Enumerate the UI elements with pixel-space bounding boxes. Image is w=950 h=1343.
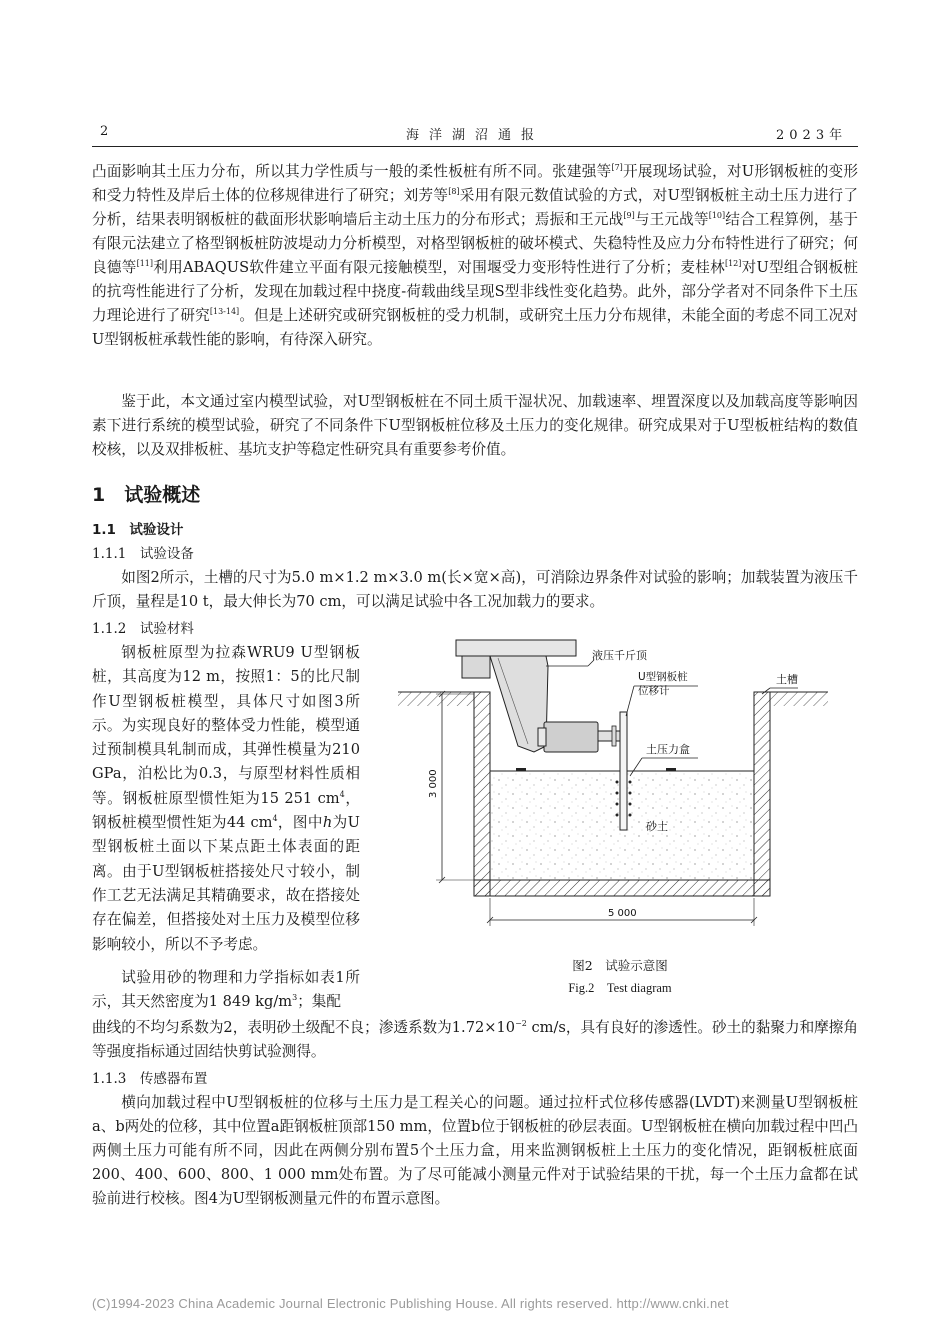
sensor-paragraph: 横向加载过程中U型钢板桩的位移与土压力是工程关心的问题。通过拉杆式位移传感器(LVDT)来测量U型钢板桩a、b两处的位移，其中位置a距钢板桩顶部150 mm，位置b位于钢板桩的砂层表面。U型钢板桩在横向加载过程中凹凸两侧土压力可能有所不同，因此在两侧分别布置5个土压力盒，用来监测钢板桩上土压力的变化情况，距钢板桩底面200、400、600、800、1 000 mm处布置。为了尽可能减小测量元件对于试验结果的干扰，每一个土压力盒都在试验前进行校核。图4为U型钢板测量元件的布置示意图。: [92, 1094, 858, 1207]
ground-right: [770, 692, 828, 706]
hydraulic-jack-body: [544, 722, 598, 752]
trough-left-wall: [474, 692, 490, 896]
u-steel-pile: [620, 712, 627, 830]
material-paragraph: 钢板桩原型为拉森WRU9 U型钢板桩，其高度为12 m，按照1：5的比尺制作U型钢板桩模型，具体尺寸如图3所示。为实现良好的整体受力性能，模型通过预制模具轧制而成，其弹性模量为210 GPa，泊松比为0.3，与原型材料性质相等。钢板桩原型惯性矩为15 251 $cm^4$，钢板桩模型惯性矩为44 $cm^4$，图中h为U型钢板桩土面以下某点距土体表面的距离。由于U型钢板桩搭接处尺寸较小，制作工艺无法满足其精确要求，故在搭接处存在偏差，但搭接处对土压力及模型位移影响较小，所以不予考虑。: [92, 644, 360, 953]
citation[interactable]: [13-14]: [209, 307, 240, 316]
trough-floor: [474, 880, 770, 896]
sand-paragraph-cont: 曲线的不均匀系数为2，表明砂土级配不良；渗透系数为$1.72\times 10^{-2}$ cm/s，具有良好的渗透性。砂土的黏聚力和摩擦角等强度指标通过固结快剪试验测得。: [92, 1019, 858, 1060]
section-1-1-heading: 1.1 试验设计: [92, 522, 184, 538]
section-1-heading: 1 试验概述: [92, 484, 201, 506]
jack-piston: [598, 731, 620, 741]
sand-paragraph-start: 试验用砂的物理和力学指标如表1所示，其天然密度为1 849 $kg/m^3$；集配: [92, 969, 360, 1011]
label-gauge: 位移计: [638, 685, 670, 697]
copyright-footer: (C)1994-2023 China Academic Journal Electronic Publishing House. All rights reserved. http://www.cnki.net: [92, 1296, 729, 1311]
dim-height: 3 000: [428, 769, 439, 798]
section-1-1-3-heading: 1.1.3 传感器布置: [92, 1071, 208, 1087]
dim-width: 5 000: [608, 908, 637, 919]
reaction-frame: [456, 640, 576, 656]
figure-2-caption-cn: 图2 试验示意图: [572, 958, 668, 973]
journal-title: 海洋湖沼通报: [405, 128, 544, 143]
label-trough: 土槽: [776, 673, 798, 686]
section-1-1-1-heading: 1.1.1 试验设备: [92, 546, 194, 562]
figure-2-test-diagram: [398, 636, 838, 946]
header-year: 2023年: [776, 128, 848, 143]
citation[interactable]: [9]: [623, 211, 635, 220]
citation[interactable]: [11]: [136, 259, 154, 268]
label-pile: U型钢板桩: [638, 671, 688, 683]
trough-right-wall: [754, 692, 770, 896]
label-pressure-box: 土压力盒: [646, 743, 690, 756]
citation[interactable]: [10]: [708, 211, 726, 220]
intro-paragraph-2: 鉴于此，本文通过室内模型试验，对U型钢板桩在不同土质干湿状况、加载速率、埋置深度以及加载高度等影响因素下进行系统的模型试验，研究了不同条件下U型钢板桩位移及土压力的变化规律。研究成果对于U型板桩结构的数值校核，以及双排板桩、基坑支护等稳定性研究具有重要参考价值。: [92, 393, 858, 458]
label-jack: 液压千斤顶: [592, 649, 647, 662]
equipment-paragraph: 如图2所示，土槽的尺寸为5.0 m×1.2 m×3.0 m(长×宽×高)，可消除边界条件对试验的影响；加载装置为液压千斤顶，量程是10 t，最大伸长为70 cm，可以满足试验中各工况加载力的要求。: [92, 569, 858, 610]
intro-paragraph-1: 凸面影响其土压力分布，所以其力学性质与一般的柔性板桩有所不同。张建强等[7]开展现场试验，对U形钢板桩的变形和受力特性及岸后土体的位移规律进行了研究；刘芳等[8]采用有限元数值试验的方式，对U型钢板桩主动土压力进行了分析，结果表明钢板桩的截面形状影响墙后主动土压力的分布形式；焉振和王元战[9]与王元战等[10]结合工程算例，基于有限元法建立了格型钢板桩防波堤动力分析模型，对格型钢板桩的破坏模式、失稳特性及应力分布特性进行了研究；何良德等[11]利用ABAQUS软件建立平面有限元接触模型，对围堰受力变形特性进行了分析；麦桂林[12]对U型组合钢板桩的抗弯性能进行了分析，发现在加载过程中挠度-荷载曲线呈现S型非线性变化趋势。此外，部分学者对不同条件下土压力理论进行了研究[13-14]。但是上述研究或研究钢板桩的受力机制，或研究土压力分布规律，未能全面的考虑不同工况对U型钢板桩承载性能的影响，有待深入研究。: [92, 163, 858, 348]
label-sand: 砂土: [646, 820, 668, 833]
figure-2-caption-en: Fig.2 Test diagram: [568, 981, 672, 995]
citation[interactable]: [12]: [724, 259, 742, 268]
section-1-1-2-heading: 1.1.2 试验材料: [92, 621, 194, 637]
header-rule: [92, 146, 858, 147]
citation[interactable]: [8]: [448, 187, 460, 196]
citation[interactable]: [7]: [611, 163, 623, 172]
page-number: 2: [100, 124, 110, 139]
displacement-gauge: [612, 726, 616, 746]
